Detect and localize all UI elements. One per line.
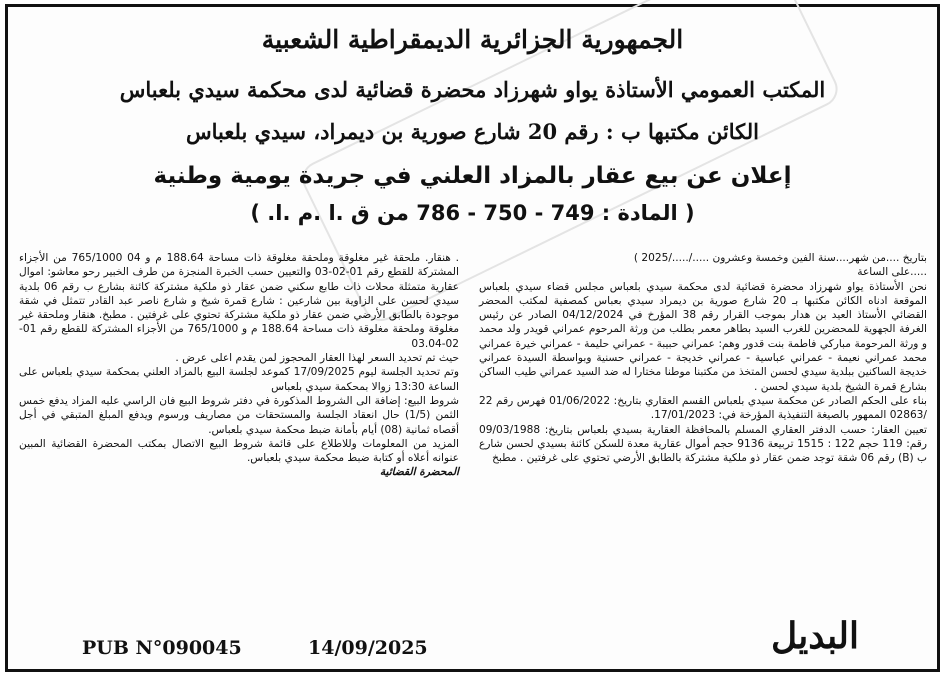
paragraph: شروط البيع: إضافة الى الشروط المذكورة في دفتر شروط البيع فان الراسي عليه المزاد يدفع خمس الثمن (1/5) حال انعقاد الجلسة والمستحقات من مصاريف ورسوم ويدفع المبلغ المتبقي في أجل أقصاه ثمانية (08) أيام بأمانة ضبط محكمة سيدي بلعباس. (19, 394, 459, 436)
paragraph: وتم تحديد الجلسة ليوم 17/09/2025 كموعد لجلسة البيع بالمزاد العلني بمحكمة سيدي بلعباس على الساعة 13:30 زوالا بمحكمة سيدي بلعباس (19, 366, 459, 393)
signature: المحضرة القضائية (379, 466, 459, 479)
publication-date: 14/09/2025 (308, 637, 428, 659)
pub-number: PUB N°090045 (82, 637, 242, 659)
address-line: الكائن مكتبها ب : رقم 20 شارع صورية بن ديمراد، سيدي بلعباس (186, 119, 759, 144)
republic-title: الجمهورية الجزائرية الديمقراطية الشعبية (261, 25, 684, 54)
announcement-title: إعلان عن بيع عقار بالمزاد العلني في جريدة يومية وطنية (153, 163, 792, 189)
paragraph: نحن الأستاذة يواو شهرزاد محضرة قضائية لدى محكمة سيدي بلعباس مجلس قضاء سيدي بلعباس الموقعة ادناه الكائن مكتبها بـ 20 شارع صورية بن ديمراد سيدي بعباس كمصفية لمكتب المحضر القضائي الأستاذ العيد بن هدار بموجب القرار رقم 38 المؤرخ في 04/12/2024 الصادر عن رئيس الغرفة الجهوية للمحضرين للغرب السيد بطاهر معمر بطلب من ورثة المرحوم عمراني قويدر ولد محمد و ورثة المرحومة مباركي فاطمة بنت قدور وهم: عمراني حبيبة - عمراني حليمة - عمراني خيرة عمراني محمد عمراني نعيمة - عمراني عباسية - عمراني خديجة - عمراني حسنية وبواسطة السيدة عمراني خديجة الساكنين ببلدية سيدي لحسن المتخذ من مكتبنا موطنا مختارا له ضد السيد عمراني طيب الساكن بشارع قمرة الشيخ بلدية سيدي لحسن . (479, 280, 927, 393)
legal-notice-page (5, 4, 940, 672)
paragraph: بتاريخ ....من شهر....سنة الفين وخمسة وعشرون ...../...../2025 ) (633, 252, 927, 264)
paragraph: المزيد من المعلومات وللاطلاع على قائمة شروط البيع الاتصال بمكتب المحضرة القضائية المبين عنوانه أعلاه أو كتابة ضبط محكمة سيدي بلعباس. (19, 437, 459, 465)
paragraph: . هنقار. ملحقة غير مغلوقة وملحقة مغلوقة ذات مساحة 188.64 م و 04 765/1000 من الأجزاء المشتركة للقطع رقم 01-02-03 والتعيين حسب الخبرة المنجزة من طرف الخبير رحو معاشو: اموال عقارية متمثلة محلات ذات طابع سكني ضمن عقار ذو ملكية مشتركة كائنة بشارع ب رقم 06 بلدية سيدي لحسن على الزاوية بين شارعين : شارع قمرة شيخ و شارع ناصر عبد القادر تتمثل في شقة موجودة بالطابق الأرضي ضمن عقار ذو ملكية مشتركة تحتوي على غرفتين . مطبخ. هنقار وملحقة غير مغلوقة وملحقة مغلوقة ذات مساحة 188.64 م و 765/1000 من الأجزاء المشتركة للقطع رقم 01-02-03.04 (19, 252, 460, 350)
paragraph: بناء على الحكم الصادر عن محكمة سيدي بلعباس القسم العقاري بتاريخ: 01/06/2022 فهرس رقم 22 /02863 الممهور بالصيغة التنفيذية المؤرخة في: 17/01/2023. (479, 394, 928, 422)
newspaper-logo: البديل (770, 615, 859, 657)
article-reference: ( المادة : 749 - 750 - 786 من ق .ا .م .ا. ) (250, 201, 695, 225)
office-line: المكتب العمومي الأستاذة يواو شهرزاد محضرة قضائية لدى محكمة سيدي بلعباس (119, 77, 826, 102)
paragraph: .....على الساعة (857, 266, 927, 279)
left-text-column (19, 251, 459, 480)
paragraph: حيث تم تحديد السعر لهذا العقار المحجوز لمن يقدم اعلى عرض . (175, 352, 459, 365)
right-text-column (479, 251, 927, 465)
paragraph: تعيين العقار: حسب الدفتر العقاري المسلم بالمحافظة العقارية بسيدي بلعباس بتاريخ: 09/03/1988 رقم: 119 حجم 122 : 1515 تربيعة 9136 حجم أموال عقارية معدة للسكن كائنة بسيدي لحسن شارع ب (B) رقم 06 شقة توجد ضمن عقار ذو ملكية مشتركة بالطابق الأرضي تحتوي على غرفتين . مطبخ (479, 423, 927, 465)
